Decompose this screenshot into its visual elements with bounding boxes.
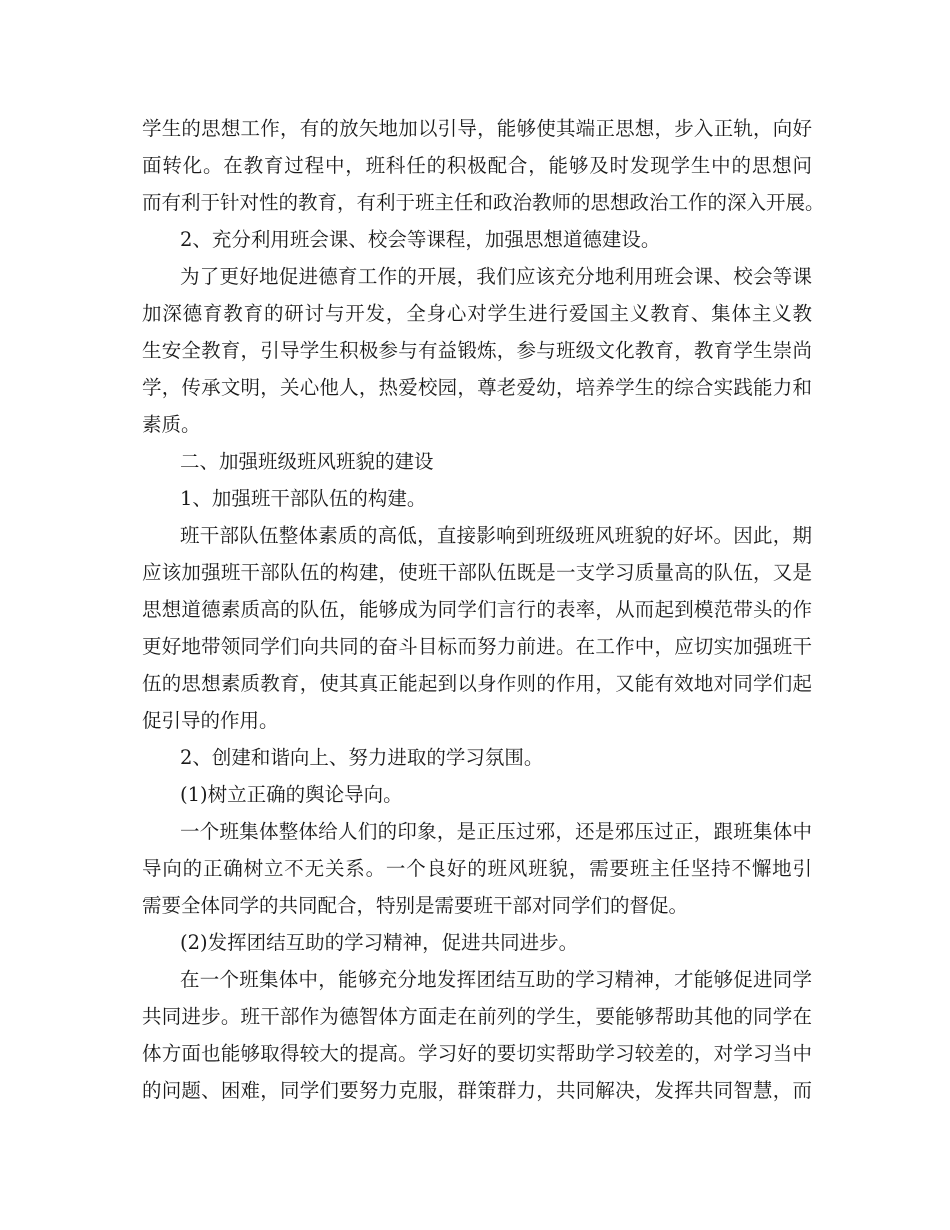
text-line: 思想道德素质高的队伍，能够成为同学们言行的表率，从而起到模范带头的作 (142, 598, 812, 621)
text-line: 促引导的作用。 (142, 709, 279, 732)
text-line: 2、创建和谐向上、努力进取的学习氛围。 (180, 746, 544, 769)
text-line: 在一个班集体中，能够充分地发挥团结互助的学习精神，才能够促进同学 (180, 968, 812, 991)
text-line: 更好地带领同学们向共同的奋斗目标而努力前进。在工作中，应切实加强班干 (142, 635, 812, 658)
text-line: 的问题、困难，同学们要努力克服，群策群力，共同解决，发挥共同智慧，而 (142, 1079, 812, 1102)
body-text (142, 110, 825, 1109)
text-line: 学，传承文明，关心他人，热爱校园，尊老爱幼，培养学生的综合实践能力和 (142, 376, 812, 399)
text-line: 生安全教育，引导学生积极参与有益锻炼，参与班级文化教育，教育学生崇尚 (142, 339, 812, 362)
text-line: 一个班集体整体给人们的印象，是正压过邪，还是邪压过正，跟班集体中 (180, 820, 812, 843)
text-line: 面转化。在教育过程中，班科任的积极配合，能够及时发现学生中的思想问 (142, 154, 812, 177)
text-line: 1、加强班干部队伍的构建。 (180, 487, 427, 510)
text-line: (1)树立正确的舆论导向。 (180, 783, 403, 806)
text-line: 2、充分利用班会课、校会等课程，加强思想道德建设。 (180, 228, 661, 251)
text-line: 二、加强班级班风班貌的建设 (180, 450, 434, 473)
text-line: 需要全体同学的共同配合，特别是需要班干部对同学们的督促。 (142, 894, 689, 917)
text-line: 素质。 (142, 413, 201, 436)
text-line: 体方面也能够取得较大的提高。学习好的要切实帮助学习较差的，对学习当中 (142, 1042, 812, 1065)
text-line: (2)发挥团结互助的学习精神，促进共同进步。 (180, 931, 579, 954)
text-line: 班干部队伍整体素质的高低，直接影响到班级班风班貌的好坏。因此，期 (180, 524, 812, 547)
text-line: 导向的正确树立不无关系。一个良好的班风班貌，需要班主任坚持不懈地引 (142, 857, 812, 880)
text-line: 而有利于针对性的教育，有利于班主任和政治教师的思想政治工作的深入开展。 (142, 191, 825, 214)
text-line: 共同进步。班干部作为德智体方面走在前列的学生，要能够帮助其他的同学在 (142, 1005, 812, 1028)
text-line: 学生的思想工作，有的放矢地加以引导，能够使其端正思想，步入正轨，向好 (142, 117, 812, 140)
text-line: 为了更好地促进德育工作的开展，我们应该充分地利用班会课、校会等课 (180, 265, 812, 288)
text-line: 应该加强班干部队伍的构建，使班干部队伍既是一支学习质量高的队伍，又是 (142, 561, 812, 584)
text-line: 加深德育教育的研讨与开发，全身心对学生进行爱国主义教育、集体主义教 (142, 302, 812, 325)
text-line: 伍的思想素质教育，使其真正能起到以身作则的作用，又能有效地对同学们起 (142, 672, 812, 695)
